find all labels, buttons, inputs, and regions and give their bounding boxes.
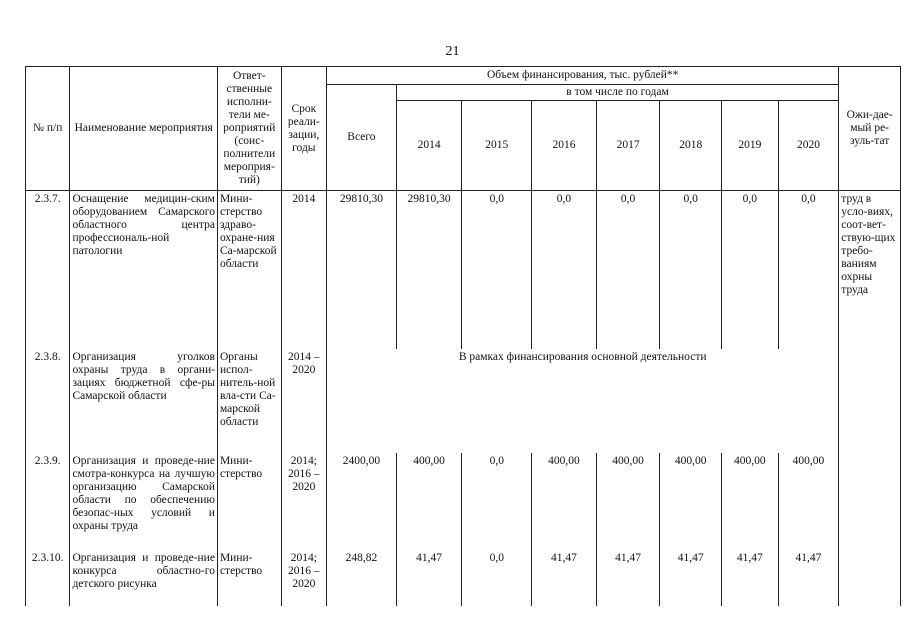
row-year-value: 400,00 <box>778 453 839 550</box>
row-year-value: 400,00 <box>660 453 722 550</box>
row-total: 29810,30 <box>327 191 397 349</box>
row-year-value: 0,0 <box>778 191 839 349</box>
header-financing: Объем финансирования, тыс. рублей** <box>327 67 839 85</box>
row-year-value: 400,00 <box>396 453 462 550</box>
row-name: Организация и проведе-ние конкурса областно-го детского рисунка <box>70 550 218 606</box>
table-row <box>26 550 901 606</box>
row-year-value: 0,0 <box>532 191 597 349</box>
row-year-value: 41,47 <box>396 550 462 606</box>
row-term: 2014 – 2020 <box>281 349 326 453</box>
header-year: 2016 <box>532 101 597 191</box>
page-number: 21 <box>445 44 460 59</box>
row-num: 2.3.10. <box>26 550 70 606</box>
row-year-value: 0,0 <box>462 191 532 349</box>
header-num: № п/п <box>26 67 70 191</box>
row-executor: Органы испол-нитель-ной вла-сти Са-марской области <box>217 349 281 453</box>
row-num: 2.3.8. <box>26 349 70 453</box>
row-year-value: 400,00 <box>596 453 660 550</box>
row-year-value: 0,0 <box>462 550 532 606</box>
row-name: Организация уголков охраны труда в органи-зациях бюджетной сфе-ры Самарской области <box>70 349 218 453</box>
row-result: труд в усло-виях, соот-вет-ствую-щих требо-ваниям охрны труда <box>839 191 901 349</box>
row-year-value: 41,47 <box>532 550 597 606</box>
header-year: 2014 <box>396 101 462 191</box>
row-financing-note: В рамках финансирования основной деятельности <box>327 349 839 453</box>
table-row <box>26 191 901 349</box>
row-year-value: 41,47 <box>596 550 660 606</box>
row-result <box>839 453 901 550</box>
row-year-value: 400,00 <box>722 453 779 550</box>
financing-table <box>25 66 901 606</box>
header-year: 2020 <box>778 101 839 191</box>
row-year-value: 400,00 <box>532 453 597 550</box>
row-executor: Мини-стерство <box>217 550 281 606</box>
row-num: 2.3.9. <box>26 453 70 550</box>
row-year-value: 41,47 <box>722 550 779 606</box>
header-year: 2018 <box>660 101 722 191</box>
row-result <box>839 349 901 453</box>
row-year-value: 0,0 <box>596 191 660 349</box>
row-term: 2014; 2016 – 2020 <box>281 550 326 606</box>
header-year: 2015 <box>462 101 532 191</box>
header-executors: Ответ-ственные исполни-тели ме-роприятий (соис-полнители мероприя-тий) <box>217 67 281 191</box>
header-year: 2019 <box>722 101 779 191</box>
table-row <box>26 349 901 453</box>
header-result: Ожи-дае-мый ре-зуль-тат <box>839 67 901 191</box>
row-executor: Мини-стерство здраво-охране-ния Са-марской области <box>217 191 281 349</box>
row-year-value: 0,0 <box>722 191 779 349</box>
row-year-value: 41,47 <box>660 550 722 606</box>
row-year-value: 0,0 <box>660 191 722 349</box>
table-row <box>26 453 901 550</box>
header-name: Наименование мероприятия <box>70 67 218 191</box>
row-term: 2014 <box>281 191 326 349</box>
row-year-value: 41,47 <box>778 550 839 606</box>
row-result <box>839 550 901 606</box>
row-year-value: 0,0 <box>462 453 532 550</box>
row-total: 2400,00 <box>327 453 397 550</box>
row-executor: Мини-стерство <box>217 453 281 550</box>
row-num: 2.3.7. <box>26 191 70 349</box>
header-by-years: в том числе по годам <box>396 85 839 101</box>
header-year: 2017 <box>596 101 660 191</box>
row-year-value: 29810,30 <box>396 191 462 349</box>
header-term: Срок реали-зации, годы <box>281 67 326 191</box>
header-total: Всего <box>327 85 397 191</box>
row-name: Организация и проведе-ние смотра-конкурса на лучшую организацию Самарской области по обеспечению безопас-ных условий и охраны труда <box>70 453 218 550</box>
row-term: 2014; 2016 – 2020 <box>281 453 326 550</box>
row-name: Оснащение медицин-ским оборудованием Самарского областного центра профессиональ-ной патологии <box>70 191 218 349</box>
row-total: 248,82 <box>327 550 397 606</box>
